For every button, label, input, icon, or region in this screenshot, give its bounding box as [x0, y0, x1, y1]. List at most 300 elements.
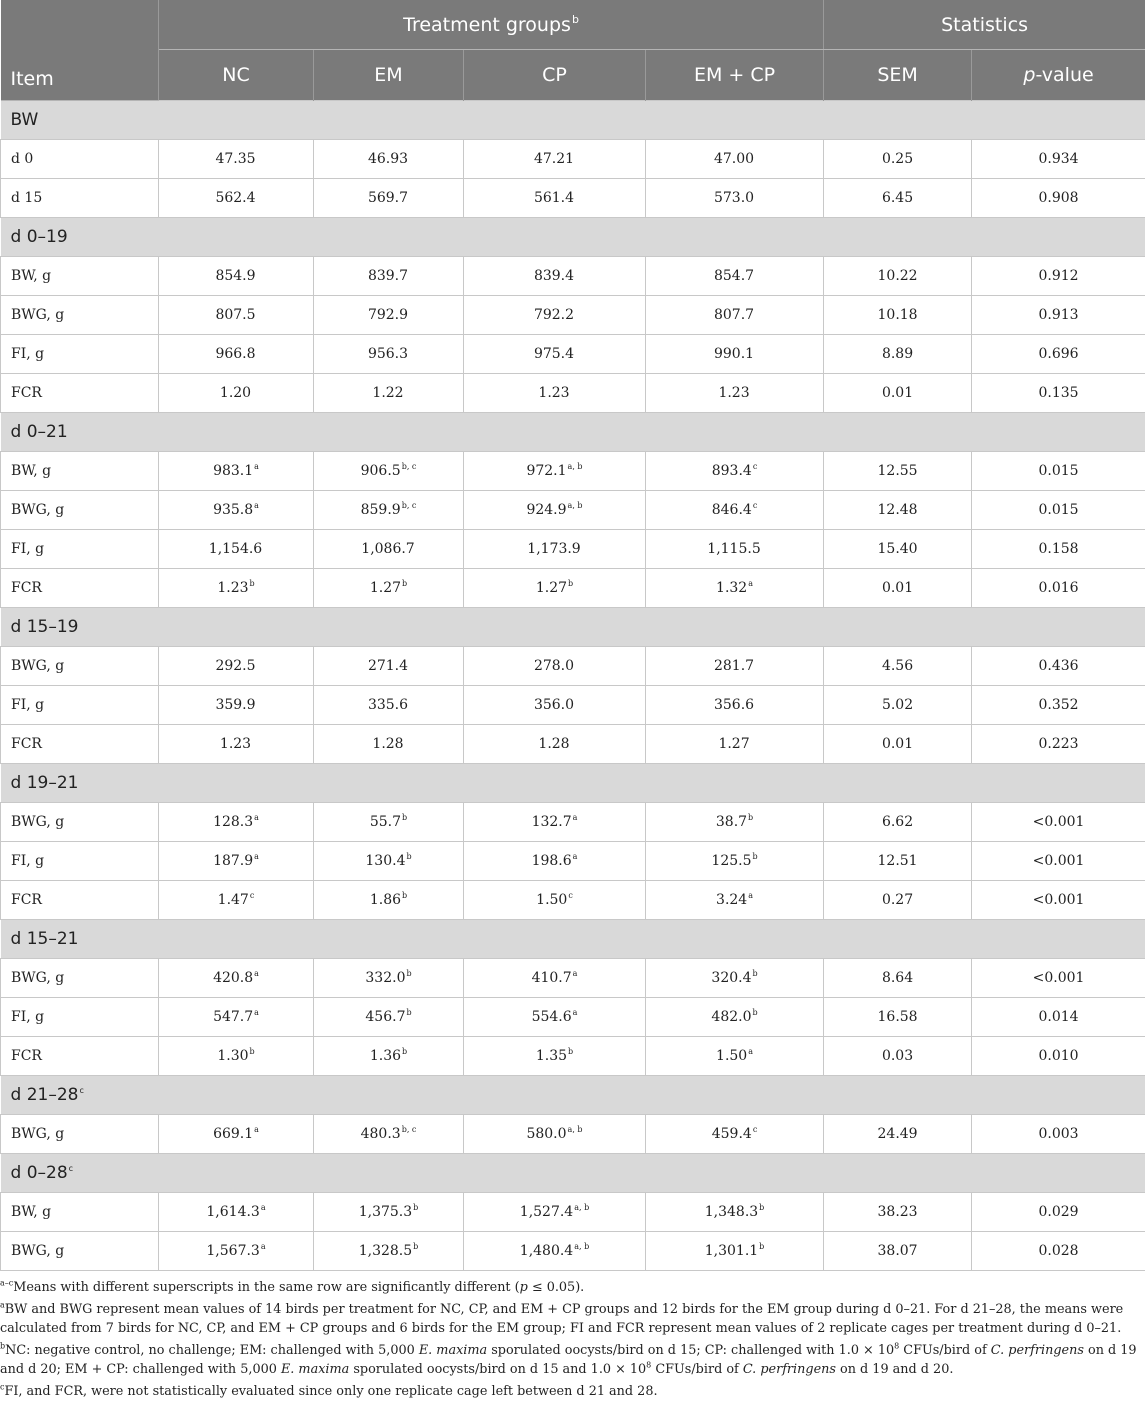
value-text: 482.0	[711, 1009, 751, 1025]
table-row	[1, 452, 1145, 491]
table-row	[1, 140, 1145, 179]
value-text: 1.86	[370, 892, 401, 908]
value-superscript: b	[753, 969, 758, 978]
value-superscript: c	[568, 891, 572, 900]
value-cell	[314, 179, 464, 218]
value-superscript: a	[748, 579, 753, 588]
section-title-text: d 0–19	[11, 227, 68, 247]
table-row	[1, 686, 1145, 725]
p-value-cell: <0.001	[972, 842, 1145, 881]
value-text: 128.3	[213, 814, 253, 830]
p-value-cell: 0.913	[972, 296, 1145, 335]
section-row	[1, 413, 1145, 452]
value-text: 1.28	[538, 736, 569, 752]
value-cell	[314, 725, 464, 764]
row-item: d 0	[1, 140, 159, 179]
value-text: 573.0	[714, 190, 754, 206]
value-cell	[314, 452, 464, 491]
value-text: 1,154.6	[209, 541, 262, 557]
table-row	[1, 998, 1145, 1037]
value-text: 792.9	[368, 307, 408, 323]
header-statistics-label: Statistics	[941, 14, 1028, 36]
value-cell	[159, 1232, 314, 1271]
value-text: 271.4	[368, 658, 408, 674]
footnote-3-cp: C. perfringens	[991, 1343, 1084, 1358]
header-treatment-sup: b	[572, 13, 579, 26]
table-header	[1, 0, 1145, 101]
row-item: BWG, g	[1, 491, 159, 530]
value-superscript: b	[413, 1203, 418, 1212]
p-value-cell: 0.934	[972, 140, 1145, 179]
value-cell	[314, 1037, 464, 1076]
value-text: 893.4	[712, 463, 752, 479]
sem-cell: 4.56	[824, 647, 972, 686]
section-title-text: d 0–28	[11, 1163, 68, 1183]
table-row	[1, 179, 1145, 218]
value-superscript: a	[748, 1047, 753, 1056]
value-superscript: a	[254, 462, 259, 471]
value-cell	[464, 374, 646, 413]
footnote-3-d: on d 19 and d 20; EM + CP: challenged with 5,000	[0, 1343, 1137, 1377]
value-cell	[646, 491, 824, 530]
value-text: 359.9	[215, 697, 255, 713]
value-superscript: a, b	[574, 1242, 589, 1251]
footnote-4-sup: c	[0, 1383, 4, 1392]
value-superscript: b	[568, 579, 573, 588]
value-text: 906.5	[361, 463, 401, 479]
value-cell	[464, 1037, 646, 1076]
footnote-3-sup: b	[0, 1342, 5, 1351]
header-p-value	[972, 50, 1145, 101]
value-text: 38.7	[716, 814, 747, 830]
row-item: d 15	[1, 179, 159, 218]
value-text: 1,301.1	[705, 1243, 758, 1259]
value-cell	[464, 686, 646, 725]
value-text: 292.5	[215, 658, 255, 674]
footnote-significance	[0, 1278, 1140, 1297]
value-superscript: c	[250, 891, 254, 900]
value-superscript: c	[753, 1125, 757, 1134]
row-item: FCR	[1, 725, 159, 764]
value-text: 1.28	[372, 736, 403, 752]
footnote-3-cp2: C. perfringens	[743, 1362, 836, 1377]
value-cell	[646, 296, 824, 335]
table-row	[1, 725, 1145, 764]
value-cell	[646, 1037, 824, 1076]
value-text: 972.1	[526, 463, 566, 479]
value-text: 335.6	[368, 697, 408, 713]
value-superscript: a	[573, 969, 578, 978]
value-text: 47.35	[215, 151, 255, 167]
value-text: 3.24	[716, 892, 747, 908]
sem-cell: 6.62	[824, 803, 972, 842]
value-cell	[464, 725, 646, 764]
value-cell	[314, 959, 464, 998]
value-superscript: b	[250, 1047, 255, 1056]
value-superscript: b	[402, 1047, 407, 1056]
value-text: 1,480.4	[520, 1243, 573, 1259]
value-cell	[464, 569, 646, 608]
value-cell	[646, 1232, 824, 1271]
p-value-cell: <0.001	[972, 881, 1145, 920]
section-title-text: d 0–21	[11, 422, 68, 442]
value-text: 420.8	[213, 970, 253, 986]
value-cell	[464, 1232, 646, 1271]
value-superscript: a, b	[574, 1203, 589, 1212]
p-value-cell: 0.908	[972, 179, 1145, 218]
value-superscript: b	[406, 1008, 411, 1017]
footnote-3-a: NC: negative control, no challenge; EM: challenged with 5,000	[5, 1343, 419, 1358]
p-value-cell: 0.158	[972, 530, 1145, 569]
footnote-3-em2: E. maxima	[281, 1362, 349, 1377]
value-text: 1,086.7	[361, 541, 414, 557]
sem-cell: 0.03	[824, 1037, 972, 1076]
value-cell	[159, 998, 314, 1037]
p-value-cell: 0.010	[972, 1037, 1145, 1076]
value-text: 562.4	[215, 190, 255, 206]
value-text: 1.50	[716, 1048, 747, 1064]
value-cell	[464, 803, 646, 842]
sem-cell: 8.64	[824, 959, 972, 998]
row-item: FCR	[1, 374, 159, 413]
footnote-3-f: CFUs/bird of	[651, 1362, 743, 1377]
value-text: 1,348.3	[705, 1204, 758, 1220]
value-cell	[464, 140, 646, 179]
footnote-3-exp1: 8	[894, 1342, 899, 1351]
value-cell	[464, 647, 646, 686]
value-cell	[464, 959, 646, 998]
value-cell	[314, 842, 464, 881]
sem-cell: 0.01	[824, 569, 972, 608]
value-text: 1.20	[220, 385, 251, 401]
sem-cell: 16.58	[824, 998, 972, 1037]
value-text: 125.5	[711, 853, 751, 869]
sem-cell: 24.49	[824, 1115, 972, 1154]
p-value-cell: 0.223	[972, 725, 1145, 764]
value-cell	[646, 1193, 824, 1232]
footnote-2-sup: a	[0, 1301, 5, 1310]
value-text: 669.1	[213, 1126, 253, 1142]
section-title-text: d 19–21	[11, 773, 79, 793]
header-treatment-groups	[159, 0, 824, 50]
value-text: 924.9	[526, 502, 566, 518]
value-cell	[464, 491, 646, 530]
value-superscript: a	[748, 891, 753, 900]
section-title-text: d 15–19	[11, 617, 79, 637]
footnote-3-em: E. maxima	[419, 1343, 487, 1358]
value-text: 459.4	[712, 1126, 752, 1142]
value-cell	[159, 1037, 314, 1076]
value-text: 55.7	[370, 814, 401, 830]
value-cell	[464, 257, 646, 296]
value-text: 854.7	[714, 268, 754, 284]
value-cell	[159, 257, 314, 296]
p-value-cell: <0.001	[972, 803, 1145, 842]
value-text: 839.4	[534, 268, 574, 284]
value-cell	[159, 335, 314, 374]
value-text: 1.35	[536, 1048, 567, 1064]
row-item: FI, g	[1, 335, 159, 374]
value-text: 859.9	[361, 502, 401, 518]
value-text: 281.7	[714, 658, 754, 674]
value-cell	[646, 452, 824, 491]
value-superscript: c	[753, 501, 757, 510]
value-text: 1.27	[718, 736, 749, 752]
value-cell	[314, 1232, 464, 1271]
table-row	[1, 1115, 1145, 1154]
value-cell	[646, 335, 824, 374]
table-row	[1, 842, 1145, 881]
value-superscript: b	[748, 813, 753, 822]
section-title	[1, 218, 1145, 257]
value-superscript: b	[413, 1242, 418, 1251]
value-cell	[646, 803, 824, 842]
value-cell	[646, 998, 824, 1037]
section-row	[1, 1076, 1145, 1115]
row-item: FCR	[1, 881, 159, 920]
header-item	[1, 0, 159, 101]
footnote-3-exp2: 8	[646, 1361, 651, 1370]
footnote-1-sup: a–c	[0, 1279, 13, 1288]
value-superscript: a, b	[568, 1125, 583, 1134]
section-row	[1, 1154, 1145, 1193]
sem-cell: 38.07	[824, 1232, 972, 1271]
footnote-treatments	[0, 1341, 1140, 1379]
value-text: 547.7	[213, 1009, 253, 1025]
value-cell	[314, 569, 464, 608]
value-cell	[159, 959, 314, 998]
value-superscript: a	[254, 813, 259, 822]
header-cp: CP	[464, 50, 646, 101]
footnote-bw-bwg	[0, 1300, 1140, 1338]
value-superscript: b	[753, 1008, 758, 1017]
header-em-cp: EM + CP	[646, 50, 824, 101]
value-superscript: a, b	[568, 462, 583, 471]
section-title	[1, 764, 1145, 803]
value-text: 46.93	[368, 151, 408, 167]
value-cell	[464, 179, 646, 218]
value-text: 846.4	[712, 502, 752, 518]
value-cell	[314, 335, 464, 374]
row-item: FI, g	[1, 998, 159, 1037]
value-cell	[646, 530, 824, 569]
p-value-cell: 0.696	[972, 335, 1145, 374]
section-row	[1, 764, 1145, 803]
section-title-text: d 21–28	[11, 1085, 79, 1105]
value-cell	[464, 296, 646, 335]
value-superscript: b	[406, 852, 411, 861]
value-text: 1,115.5	[707, 541, 760, 557]
p-value-cell: <0.001	[972, 959, 1145, 998]
value-text: 1.22	[372, 385, 403, 401]
sem-cell: 0.25	[824, 140, 972, 179]
row-item: BWG, g	[1, 296, 159, 335]
value-cell	[464, 881, 646, 920]
value-cell	[159, 452, 314, 491]
footnote-2-text: BW and BWG represent mean values of 14 birds per treatment for NC, CP, and EM + CP groups and 12 birds for the EM group during d 0–21. For d 21–28, the means were calculated from 7 birds for NC, CP, and EM + CP groups and 6 birds for the EM group; FI and FCR represent mean values of 2 replicate cages per treatment during d 0–21.	[0, 1302, 1123, 1336]
value-superscript: a	[573, 813, 578, 822]
table-row	[1, 803, 1145, 842]
value-superscript: b, c	[402, 1125, 417, 1134]
value-cell	[314, 257, 464, 296]
section-title-sup: c	[69, 1164, 73, 1173]
value-text: 554.6	[532, 1009, 572, 1025]
value-cell	[314, 530, 464, 569]
sem-cell: 6.45	[824, 179, 972, 218]
value-cell	[464, 998, 646, 1037]
value-cell	[464, 452, 646, 491]
value-text: 1,173.9	[527, 541, 580, 557]
p-value-cell: 0.015	[972, 491, 1145, 530]
value-text: 198.6	[532, 853, 572, 869]
value-cell	[159, 803, 314, 842]
row-item: BWG, g	[1, 1115, 159, 1154]
value-text: 1.36	[370, 1048, 401, 1064]
value-cell	[159, 647, 314, 686]
value-text: 956.3	[368, 346, 408, 362]
value-text: 1.23	[538, 385, 569, 401]
row-item: BWG, g	[1, 959, 159, 998]
value-text: 807.5	[215, 307, 255, 323]
row-item: FI, g	[1, 530, 159, 569]
value-text: 1.30	[217, 1048, 248, 1064]
value-text: 1.50	[536, 892, 567, 908]
row-item: FCR	[1, 1037, 159, 1076]
header-p-rest: -value	[1035, 64, 1093, 86]
table-row	[1, 1193, 1145, 1232]
sem-cell: 0.27	[824, 881, 972, 920]
value-text: 410.7	[532, 970, 572, 986]
value-text: 1,328.5	[359, 1243, 412, 1259]
value-superscript: b	[402, 579, 407, 588]
section-title	[1, 1154, 1145, 1193]
value-text: 935.8	[213, 502, 253, 518]
value-cell	[159, 881, 314, 920]
footnote-3-e: sporulated oocysts/bird on d 15 and 1.0 × 10	[349, 1362, 646, 1377]
section-title	[1, 608, 1145, 647]
value-cell	[314, 881, 464, 920]
table-row	[1, 491, 1145, 530]
value-superscript: a	[254, 1008, 259, 1017]
section-row	[1, 608, 1145, 647]
value-text: 966.8	[215, 346, 255, 362]
value-cell	[159, 179, 314, 218]
value-superscript: b	[759, 1242, 764, 1251]
table-row	[1, 257, 1145, 296]
value-superscript: b	[402, 813, 407, 822]
section-title	[1, 413, 1145, 452]
sem-cell: 12.48	[824, 491, 972, 530]
value-cell	[314, 374, 464, 413]
row-item: BWG, g	[1, 647, 159, 686]
value-text: 47.21	[534, 151, 574, 167]
value-text: 839.7	[368, 268, 408, 284]
sem-cell: 15.40	[824, 530, 972, 569]
sem-cell: 0.01	[824, 725, 972, 764]
row-item: FI, g	[1, 686, 159, 725]
header-treatment-label: Treatment groups	[403, 14, 571, 36]
row-item: BWG, g	[1, 1232, 159, 1271]
table-row	[1, 1037, 1145, 1076]
value-cell	[314, 296, 464, 335]
footnote-1-text: Means with different superscripts in the same row are significantly different (	[13, 1280, 519, 1295]
section-title-text: BW	[11, 110, 39, 130]
p-value-cell: 0.028	[972, 1232, 1145, 1271]
row-item: BW, g	[1, 1193, 159, 1232]
value-text: 807.7	[714, 307, 754, 323]
footnote-1-p: p	[520, 1280, 528, 1295]
value-cell	[159, 1115, 314, 1154]
value-cell	[159, 686, 314, 725]
p-value-cell: 0.003	[972, 1115, 1145, 1154]
value-text: 47.00	[714, 151, 754, 167]
section-row	[1, 920, 1145, 959]
value-text: 569.7	[368, 190, 408, 206]
table-row	[1, 374, 1145, 413]
value-text: 356.0	[534, 697, 574, 713]
table-body	[1, 101, 1145, 1271]
footnotes	[0, 1278, 1140, 1404]
p-value-cell: 0.015	[972, 452, 1145, 491]
value-cell	[314, 998, 464, 1037]
value-superscript: a	[261, 1203, 266, 1212]
value-cell	[314, 686, 464, 725]
value-cell	[159, 569, 314, 608]
table-row	[1, 530, 1145, 569]
value-text: 187.9	[213, 853, 253, 869]
value-superscript: a	[261, 1242, 266, 1251]
value-cell	[646, 842, 824, 881]
header-sem: SEM	[824, 50, 972, 101]
row-item: BW, g	[1, 452, 159, 491]
p-value-cell: 0.016	[972, 569, 1145, 608]
value-cell	[159, 1193, 314, 1232]
footnote-3-b: sporulated oocysts/bird on d 15; CP: challenged with 1.0 × 10	[487, 1343, 894, 1358]
sem-cell: 0.01	[824, 374, 972, 413]
value-text: 356.6	[714, 697, 754, 713]
value-text: 983.1	[213, 463, 253, 479]
value-cell	[464, 842, 646, 881]
p-value-cell: 0.352	[972, 686, 1145, 725]
value-text: 1.32	[716, 580, 747, 596]
sem-cell: 10.18	[824, 296, 972, 335]
value-text: 990.1	[714, 346, 754, 362]
value-superscript: b	[568, 1047, 573, 1056]
value-text: 1.23	[220, 736, 251, 752]
value-cell	[646, 725, 824, 764]
value-cell	[646, 140, 824, 179]
section-title	[1, 920, 1145, 959]
value-superscript: a	[254, 969, 259, 978]
p-value-cell: 0.014	[972, 998, 1145, 1037]
value-superscript: b	[406, 969, 411, 978]
section-title	[1, 1076, 1145, 1115]
value-superscript: c	[753, 462, 757, 471]
value-cell	[159, 725, 314, 764]
value-superscript: a	[254, 501, 259, 510]
row-item: FI, g	[1, 842, 159, 881]
footnote-4-text: FI, and FCR, were not statistically evaluated since only one replicate cage left between d 21 and 28.	[4, 1384, 657, 1399]
value-superscript: b	[753, 852, 758, 861]
value-text: 132.7	[532, 814, 572, 830]
row-item: BWG, g	[1, 803, 159, 842]
sem-cell: 12.55	[824, 452, 972, 491]
value-cell	[159, 491, 314, 530]
value-cell	[159, 842, 314, 881]
section-title-sup: c	[79, 1086, 83, 1095]
value-text: 1.23	[217, 580, 248, 596]
footnote-not-evaluated	[0, 1382, 1140, 1401]
